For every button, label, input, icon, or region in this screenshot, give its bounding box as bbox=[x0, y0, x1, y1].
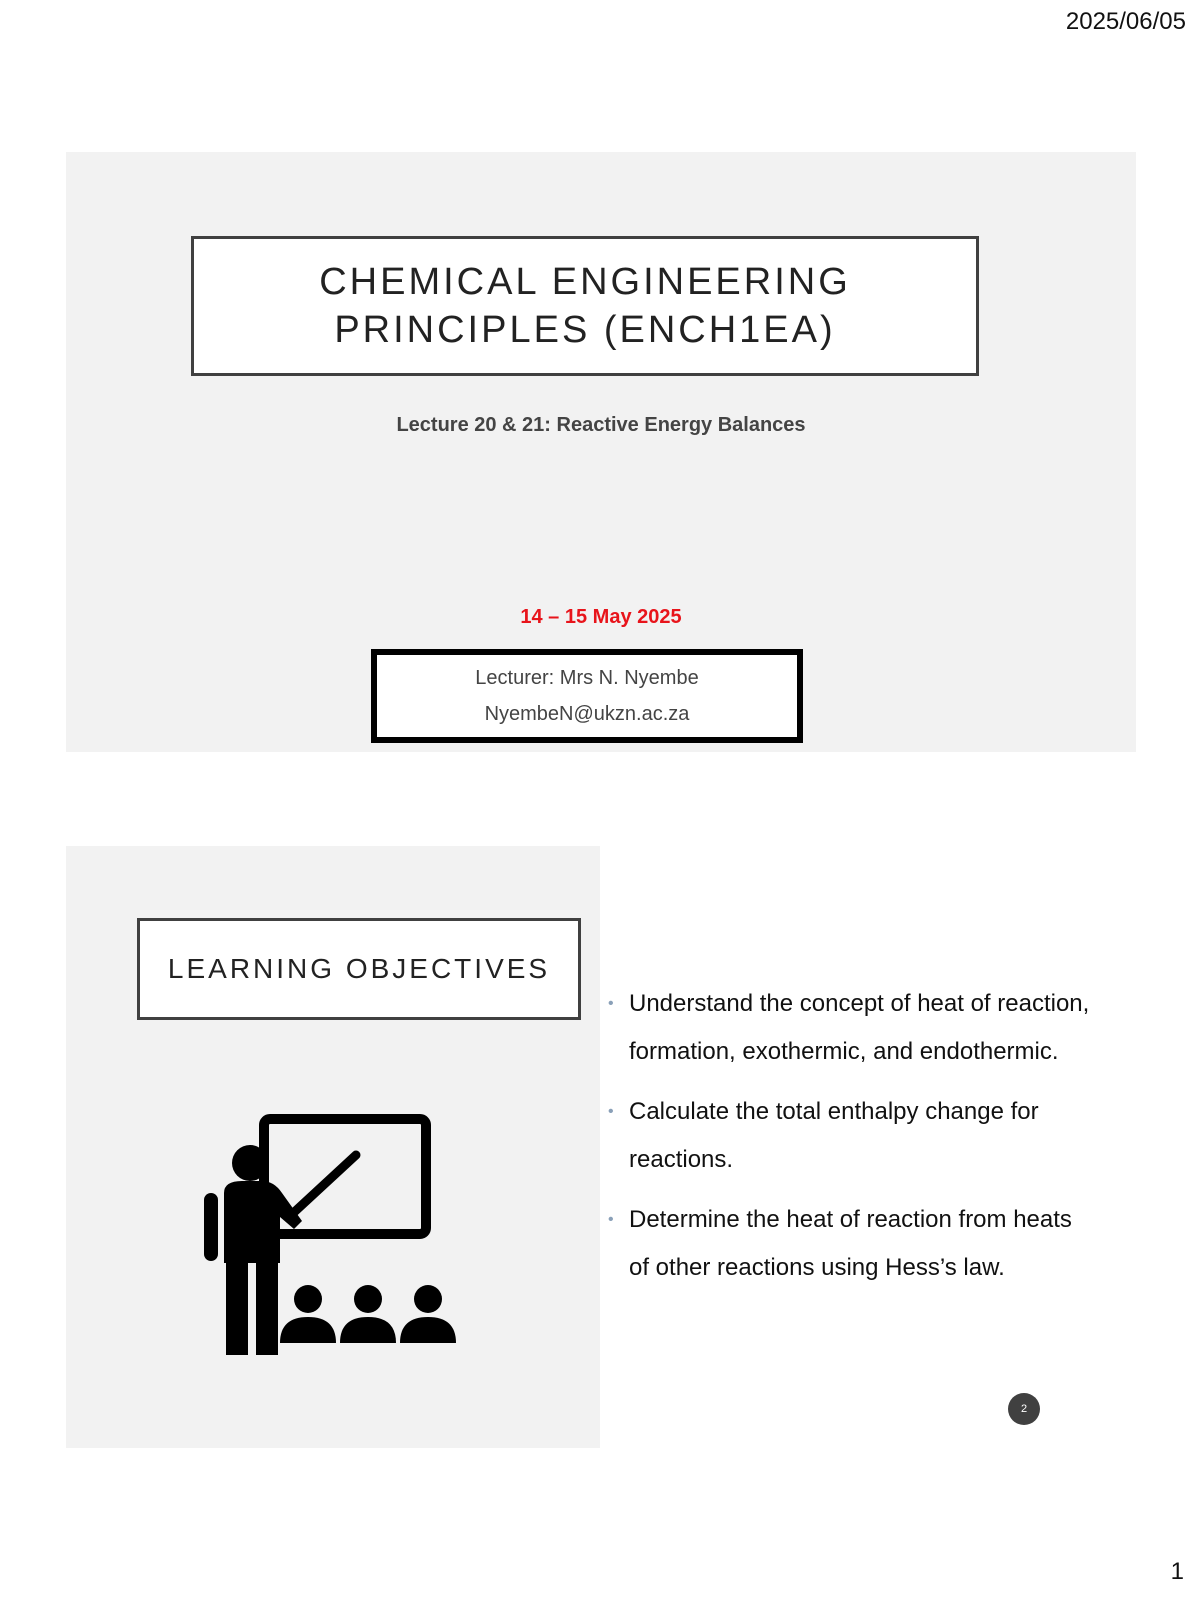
lecture-subtitle: Lecture 20 & 21: Reactive Energy Balances bbox=[396, 414, 806, 436]
bullet-dot-icon: • bbox=[608, 995, 614, 1012]
bullet-dot-icon: • bbox=[608, 1211, 614, 1228]
objective-item-1 bbox=[605, 980, 1125, 1076]
objective-text-3a: Determine the heat of reaction from heats bbox=[629, 1206, 1072, 1233]
objective-item-3 bbox=[605, 1196, 1125, 1292]
objective-text-2a: Calculate the total enthalpy change for bbox=[629, 1098, 1039, 1125]
objectives-list bbox=[605, 980, 1125, 1304]
bullet-dot-icon: • bbox=[608, 1103, 614, 1120]
page-date: 2025/06/05 bbox=[1065, 8, 1186, 35]
lecture-date-range: 14 – 15 May 2025 bbox=[520, 606, 682, 628]
objective-text-3b: of other reactions using Hess’s law. bbox=[629, 1254, 1005, 1281]
objectives-slide-left-panel bbox=[66, 846, 600, 1448]
objectives-heading: LEARNING OBJECTIVES bbox=[167, 953, 551, 984]
lecturer-name: Lecturer: Mrs N. Nyembe bbox=[475, 667, 699, 689]
slide-number-badge: 2 bbox=[1008, 1393, 1040, 1425]
title-line-2: PRINCIPLES (ENCH1EA) bbox=[334, 309, 836, 351]
objective-text-2b: reactions. bbox=[629, 1146, 734, 1173]
title-slide bbox=[66, 152, 1136, 752]
objective-item-2 bbox=[605, 1088, 1125, 1184]
title-box bbox=[191, 236, 979, 376]
objective-text-1a: Understand the concept of heat of reaction, bbox=[629, 990, 1090, 1017]
lecturer-email: NyembeN@ukzn.ac.za bbox=[484, 703, 690, 725]
objective-text-1b: formation, exothermic, and endothermic. bbox=[629, 1038, 1059, 1065]
lecturer-box bbox=[371, 649, 803, 743]
title-line-1: CHEMICAL ENGINEERING bbox=[319, 261, 851, 303]
page-number: 1 bbox=[1170, 1558, 1184, 1585]
objectives-heading-box bbox=[137, 918, 581, 1020]
teacher-presentation-icon bbox=[202, 1111, 472, 1356]
